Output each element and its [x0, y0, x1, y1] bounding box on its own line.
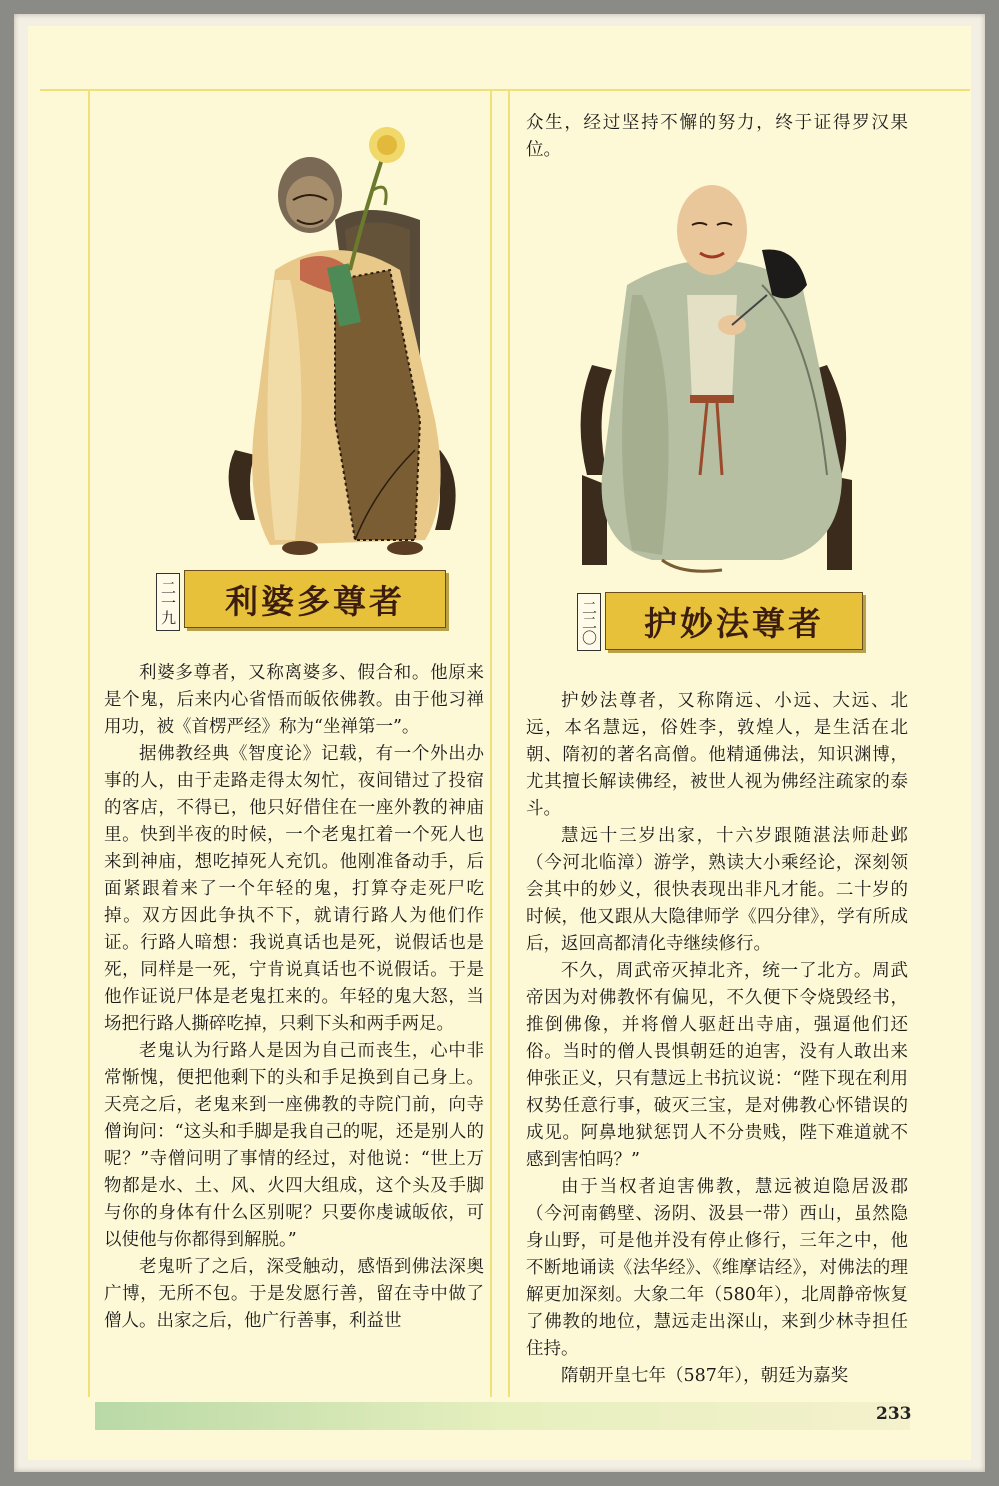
right-paragraph: 不久，周武帝灭掉北齐，统一了北方。周武帝因为对佛教怀有偏见，不久便下令烧毁经书，推倒佛像，并将僧人驱赶出寺庙，强逼他们还俗。当时的僧人畏惧朝廷的迫害，没有人敢出来伸张正义，只有慧远上书抗议说：“陛下现在利用权势任意行事，破灭三宝，是对佛教心怀错误的成见。阿鼻地狱惩罚人不分贵贱，陛下难道就不感到害怕吗？”: [526, 961, 908, 1170]
left-paragraph: 老鬼认为行路人是因为自己而丧生，心中非常惭愧，便把他剩下的头和手足换到自己身上。天亮之后，老鬼来到一座佛教的寺院门前，向寺僧询问：“这头和手脚是我自己的呢，还是别人的呢？”寺僧问明了事情的经过，对他说：“世上万物都是水、土、风、火四大组成，这个头及手脚与你的身体有什么区别呢？只要你虔诚皈依，可以使他与你都得到解脱。”: [104, 1041, 484, 1250]
right-title: 护妙法尊者: [644, 603, 824, 643]
left-index-tag: 二一九: [156, 573, 180, 631]
right-title-box: [605, 592, 863, 650]
left-paragraph: 利婆多尊者，又称离婆多、假合和。他原来是个鬼，后来内心省悟而皈依佛教。由于他习禅用功，被《首楞严经》称为“坐禅第一”。: [104, 663, 484, 737]
page-number: 233: [876, 1404, 912, 1424]
right-paragraph: 护妙法尊者，又称隋远、小远、大远、北远，本名慧远，俗姓李，敦煌人，是生活在北朝、隋初的著名高僧。他精通佛法，知识渊博，尤其擅长解读佛经，被世人视为佛经注疏家的泰斗。: [526, 691, 908, 819]
column-rule-middle-2: [508, 91, 510, 1397]
right-column-text: [526, 688, 908, 1390]
left-title: 利婆多尊者: [225, 581, 405, 621]
left-paragraph: 老鬼听了之后，深受触动，感悟到佛法深奥广博，无所不包。于是发愿行善，留在寺中做了僧人。出家之后，他广行善事，利益世: [104, 1257, 484, 1331]
right-arhat-illustration: [572, 175, 862, 580]
right-index-tag: 二二〇: [577, 593, 601, 651]
left-arhat-illustration: [215, 120, 477, 558]
right-paragraph: 慧远十三岁出家，十六岁跟随湛法师赴邺（今河北临漳）游学，熟读大小乘经论，深刻领会其中的妙义，很快表现出非凡才能。二十岁的时候，他又跟从大隐律师学《四分律》，学有所成后，返回高都清化寺继续修行。: [526, 826, 908, 954]
column-rule-middle: [490, 91, 492, 1397]
footer-band: [95, 1402, 910, 1430]
right-continuation-text: [526, 110, 908, 164]
column-rule-left: [88, 91, 90, 1397]
left-title-box: [184, 570, 446, 628]
right-paragraph: 隋朝开皇七年（587年），朝廷为嘉奖: [561, 1366, 849, 1386]
left-column-text: [104, 660, 484, 1335]
right-continuation: 众生，经过坚持不懈的努力，终于证得罗汉果位。: [526, 113, 908, 160]
top-rule: [40, 89, 970, 91]
right-paragraph: 由于当权者迫害佛教，慧远被迫隐居汲郡（今河南鹤壁、汤阴、汲县一带）西山，虽然隐身山野，可是他并没有停止修行，三年之中，他不断地诵读《法华经》、《维摩诘经》，对佛法的理解更加深刻。大象二年（580年），北周静帝恢复了佛教的地位，慧远走出深山，来到少林寺担任住持。: [526, 1177, 908, 1359]
left-paragraph: 据佛教经典《智度论》记载，有一个外出办事的人，由于走路走得太匆忙，夜间错过了投宿的客店，不得已，他只好借住在一座外教的神庙里。快到半夜的时候，一个老鬼扛着一个死人也来到神庙，想吃掉死人充饥。他刚准备动手，后面紧跟着来了一个年轻的鬼，打算夺走死尸吃掉。双方因此争执不下，就请行路人为他们作证。行路人暗想：我说真话也是死，说假话也是死，同样是一死，宁肯说真话也不说假话。于是他作证说尸体是老鬼扛来的。年轻的鬼大怒，当场把行路人撕碎吃掉，只剩下头和两手两足。: [104, 744, 484, 1034]
